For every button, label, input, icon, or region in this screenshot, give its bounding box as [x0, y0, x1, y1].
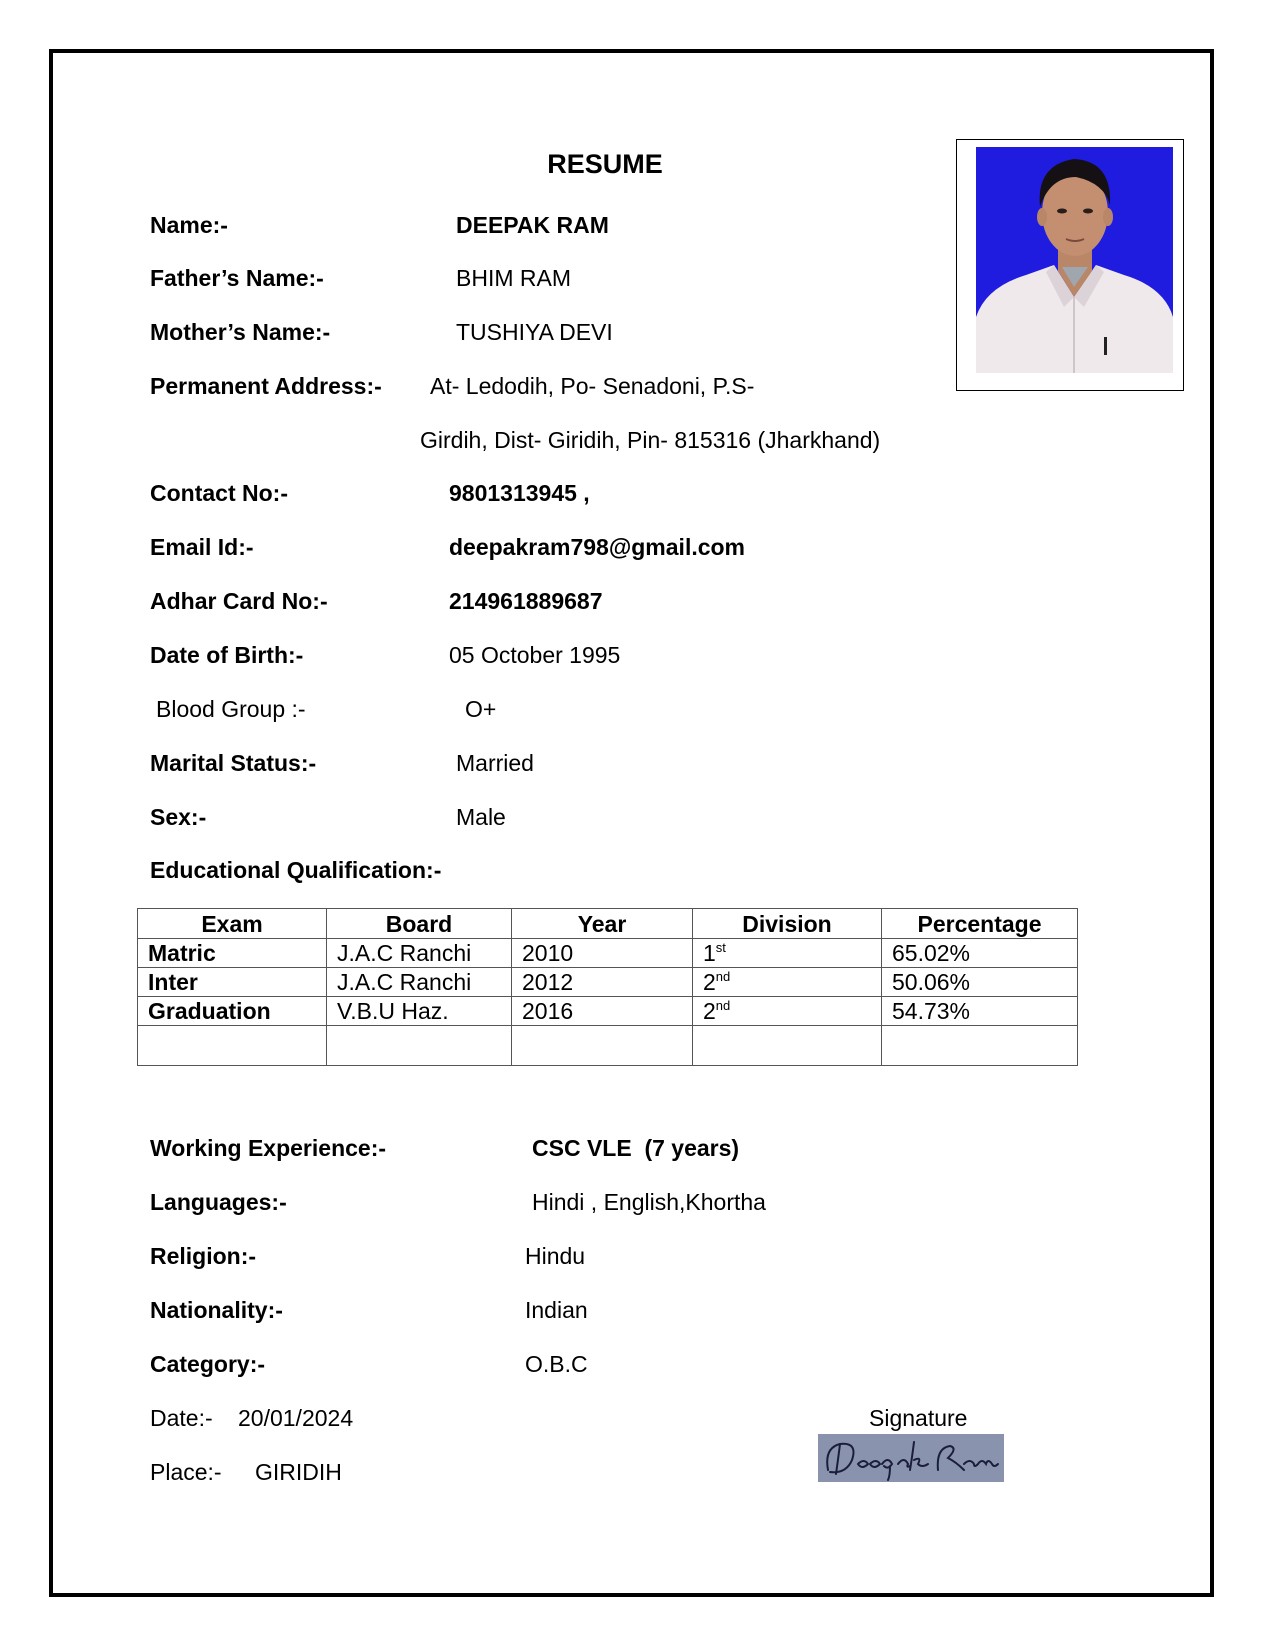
header-percentage: Percentage	[882, 909, 1078, 939]
division-suffix: nd	[715, 969, 731, 984]
languages-value: Hindi , English,Khortha	[532, 1189, 766, 1215]
signature-image	[818, 1434, 1004, 1482]
resume-title: RESUME	[547, 149, 663, 179]
division-suffix: nd	[715, 998, 731, 1013]
year-cell: 2010	[512, 939, 693, 968]
division-suffix: st	[715, 940, 726, 955]
marital-status-label: Marital Status:-	[150, 750, 317, 776]
religion-value: Hindu	[525, 1243, 586, 1269]
percentage-cell: 65.02%	[882, 939, 1078, 968]
header-year: Year	[512, 909, 693, 939]
nationality-label: Nationality:-	[150, 1297, 283, 1323]
religion-label: Religion:-	[150, 1243, 257, 1269]
email-label: Email Id:-	[150, 534, 254, 560]
dob-value: 05 October 1995	[449, 642, 621, 668]
division-number: 2	[703, 998, 716, 1024]
person-photo-icon	[976, 147, 1173, 373]
exam-cell: Inter	[138, 968, 327, 997]
sex-label: Sex:-	[150, 804, 207, 830]
division-number: 1	[703, 940, 716, 966]
place-label: Place:-	[150, 1459, 222, 1485]
father-name-value: BHIM RAM	[456, 265, 571, 291]
table-header-row	[138, 909, 1078, 939]
table-row	[138, 939, 1078, 968]
experience-value: CSC VLE (7 years)	[532, 1135, 740, 1161]
place-value: GIRIDIH	[255, 1459, 342, 1485]
blood-group-value: O+	[465, 696, 497, 722]
table-row	[138, 968, 1078, 997]
name-label: Name:-	[150, 212, 228, 238]
education-table	[137, 908, 1078, 1066]
address-line-1: At- Ledodih, Po- Senadoni, P.S-	[430, 373, 755, 399]
percentage-cell: 54.73%	[882, 997, 1078, 1026]
category-label: Category:-	[150, 1351, 266, 1377]
marital-status-value: Married	[456, 750, 534, 776]
date-label: Date:-	[150, 1405, 213, 1431]
handwritten-signature-icon	[818, 1434, 1004, 1482]
contact-label: Contact No:-	[150, 480, 288, 506]
category-value: O.B.C	[525, 1351, 588, 1377]
board-cell: J.A.C Ranchi	[327, 968, 512, 997]
year-cell: 2016	[512, 997, 693, 1026]
languages-label: Languages:-	[150, 1189, 287, 1215]
board-cell: J.A.C Ranchi	[327, 939, 512, 968]
header-division: Division	[693, 909, 882, 939]
exam-cell: Graduation	[138, 997, 327, 1026]
header-board: Board	[327, 909, 512, 939]
email-value: deepakram798@gmail.com	[449, 534, 746, 560]
experience-label: Working Experience:-	[150, 1135, 387, 1161]
division-number: 2	[703, 969, 716, 995]
date-value: 20/01/2024	[238, 1405, 354, 1431]
name-value: DEEPAK RAM	[456, 212, 609, 238]
photo-background	[976, 147, 1173, 373]
percentage-cell: 50.06%	[882, 968, 1078, 997]
profile-photo	[956, 139, 1184, 391]
division-cell	[693, 997, 882, 1026]
adhar-value: 214961889687	[449, 588, 603, 614]
table-row-empty	[138, 1026, 1078, 1066]
adhar-label: Adhar Card No:-	[150, 588, 328, 614]
mother-name-label: Mother’s Name:-	[150, 319, 331, 345]
exam-cell: Matric	[138, 939, 327, 968]
address-line-2: Girdih, Dist- Giridih, Pin- 815316 (Jharkhand)	[420, 427, 881, 453]
division-cell	[693, 939, 882, 968]
address-label: Permanent Address:-	[150, 373, 382, 399]
mother-name-value: TUSHIYA DEVI	[456, 319, 613, 345]
header-exam: Exam	[138, 909, 327, 939]
contact-value: 9801313945 ,	[449, 480, 590, 506]
table-row	[138, 997, 1078, 1026]
nationality-value: Indian	[525, 1297, 588, 1323]
father-name-label: Father’s Name:-	[150, 265, 324, 291]
year-cell: 2012	[512, 968, 693, 997]
board-cell: V.B.U Haz.	[327, 997, 512, 1026]
education-heading: Educational Qualification:-	[150, 857, 442, 883]
sex-value: Male	[456, 804, 506, 830]
dob-label: Date of Birth:-	[150, 642, 304, 668]
signature-label: Signature	[869, 1405, 968, 1431]
division-cell	[693, 968, 882, 997]
blood-group-label: Blood Group :-	[156, 696, 306, 722]
